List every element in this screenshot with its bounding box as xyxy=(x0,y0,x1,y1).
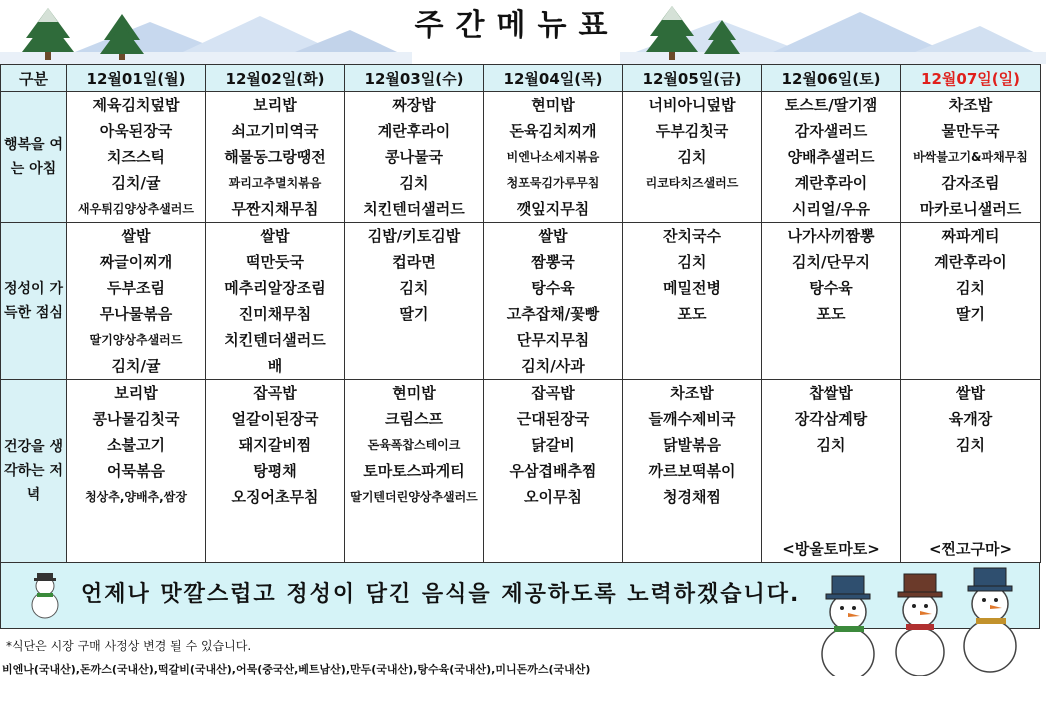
menu-item: 김치 xyxy=(677,148,707,166)
menu-item: 쌀밥 xyxy=(956,384,985,402)
menu-item xyxy=(901,484,1040,510)
menu-item: 육개장 xyxy=(948,410,993,428)
menu-item: 돈육폭찹스테이크 xyxy=(367,438,461,452)
menu-item xyxy=(901,510,1040,536)
menu-item: 토스트/딸기잼 xyxy=(784,96,878,114)
menu-item: 계란후라이 xyxy=(377,122,451,140)
menu-item: 단무지무침 xyxy=(516,331,590,349)
menu-item: 차조밥 xyxy=(670,384,714,402)
menu-item: 딸기텐더린양상추샐러드 xyxy=(350,490,478,504)
menu-item: 짜글이찌개 xyxy=(99,253,173,271)
day-header: 12월03일(수) xyxy=(345,65,484,92)
menu-item xyxy=(484,510,622,536)
menu-item: 바싹불고기&파채무침 xyxy=(913,150,1028,164)
menu-item: 돈육김치찌개 xyxy=(509,122,597,140)
menu-item: 물만두국 xyxy=(941,122,1000,140)
menu-item: 잡곡밥 xyxy=(253,384,297,402)
menu-item: 포도 xyxy=(677,305,707,323)
menu-item: 해물동그랑땡전 xyxy=(224,148,326,166)
menu-item: 감자조림 xyxy=(941,174,1000,192)
menu-item: 계란후라이 xyxy=(934,253,1007,271)
day-menu-cell xyxy=(762,380,901,563)
day-menu-cell xyxy=(206,223,345,380)
menu-item xyxy=(623,196,761,222)
header-row xyxy=(1,65,1041,92)
menu-item: 청상추,양배추,쌈장 xyxy=(85,490,187,504)
origin-text: 비엔나(국내산),돈까스(국내산),떡갈비(국내산),어묵(중국산,베트남산),만두(국내산),탕수육(국내산),미니돈까스(국내산) xyxy=(2,663,591,676)
menu-item: 진미채무침 xyxy=(238,305,312,323)
menu-item xyxy=(345,353,483,379)
menu-item: 어묵볶음 xyxy=(107,462,165,480)
menu-item: 계란후라이 xyxy=(794,174,868,192)
menu-item xyxy=(67,536,205,562)
menu-item: 콩나물국 xyxy=(385,148,443,166)
meal-row xyxy=(1,223,1041,380)
menu-item: <방울토마토> xyxy=(782,540,880,558)
menu-item: 포도 xyxy=(816,305,846,323)
menu-item: 김치/단무지 xyxy=(792,253,870,271)
menu-item: 떡만둣국 xyxy=(246,253,304,271)
day-header: 12월05일(금) xyxy=(623,65,762,92)
menu-item: 시리얼/우유 xyxy=(792,200,870,218)
menu-item: 콩나물김칫국 xyxy=(92,410,180,428)
notice-text: *식단은 시장 구매 사정상 변경 될 수 있습니다. xyxy=(6,639,252,653)
menu-item: 감자샐러드 xyxy=(794,122,868,140)
meal-label: 행복을 여는 아침 xyxy=(1,92,67,223)
menu-item xyxy=(762,510,900,536)
menu-item: 닭갈비 xyxy=(531,436,575,454)
menu-item: 김치/사과 xyxy=(521,357,585,375)
menu-item: 잡곡밥 xyxy=(531,384,575,402)
day-menu-cell xyxy=(67,223,206,380)
slogan-text: 언제나 맛깔스럽고 정성이 담긴 음식을 제공하도록 노력하겠습니다. xyxy=(81,582,801,607)
menu-item xyxy=(762,458,900,484)
menu-item: 현미밥 xyxy=(531,96,575,114)
menu-item xyxy=(206,510,344,536)
snowman-icon xyxy=(25,571,65,621)
menu-item: 오이무침 xyxy=(524,488,582,506)
menu-item xyxy=(762,327,900,353)
menu-item: 잔치국수 xyxy=(663,227,721,245)
meal-row xyxy=(1,380,1041,563)
menu-item: 두부조림 xyxy=(107,279,165,297)
day-header: 12월04일(목) xyxy=(484,65,623,92)
menu-item: 차조밥 xyxy=(948,96,993,114)
menu-item: 김치 xyxy=(399,279,429,297)
page-title: 주간메뉴표 xyxy=(414,8,620,43)
menu-item xyxy=(345,327,483,353)
menu-item xyxy=(623,536,761,562)
meal-label: 건강을 생각하는 저녁 xyxy=(1,380,67,563)
day-menu-cell xyxy=(206,380,345,563)
menu-item: 쌀밥 xyxy=(260,227,290,245)
menu-item: 얼갈이된장국 xyxy=(231,410,319,428)
menu-item: 짜장밥 xyxy=(392,96,436,114)
menu-item xyxy=(623,510,761,536)
day-menu-cell xyxy=(484,380,623,563)
meal-row xyxy=(1,92,1041,223)
menu-item xyxy=(901,458,1040,484)
menu-item: 너비아니덮밥 xyxy=(648,96,736,114)
menu-item xyxy=(206,536,344,562)
menu-item: 장각삼계탕 xyxy=(794,410,868,428)
menu-item: 짜파게티 xyxy=(941,227,1000,245)
day-menu-cell xyxy=(762,92,901,223)
menu-item xyxy=(901,327,1040,353)
day-menu-cell xyxy=(67,92,206,223)
menu-item: 오징어초무침 xyxy=(231,488,319,506)
menu-item: 제육김치덮밥 xyxy=(92,96,180,114)
menu-item: 양배추샐러드 xyxy=(787,148,875,166)
menu-item: 근대된장국 xyxy=(516,410,590,428)
menu-item: 돼지갈비찜 xyxy=(238,436,312,454)
menu-item: 치즈스틱 xyxy=(107,148,165,166)
day-header: 12월02일(화) xyxy=(206,65,345,92)
menu-item: 김밥/키토김밥 xyxy=(367,227,461,245)
menu-item: 찹쌀밥 xyxy=(809,384,853,402)
day-menu-cell xyxy=(901,92,1041,223)
menu-item: 컵라면 xyxy=(392,253,436,271)
menu-item: 쌀밥 xyxy=(538,227,568,245)
menu-item: 김치 xyxy=(677,253,707,271)
menu-item: 딸기양상추샐러드 xyxy=(89,333,183,347)
day-menu-cell xyxy=(623,223,762,380)
menu-item: 김치/귤 xyxy=(111,174,161,192)
menu-item: 딸기 xyxy=(399,305,429,323)
menu-item: 아욱된장국 xyxy=(99,122,173,140)
menu-item: 까르보떡볶이 xyxy=(648,462,736,480)
day-header-sunday: 12월07일(일) xyxy=(901,65,1041,92)
menu-item: 리코타치즈샐러드 xyxy=(645,176,739,190)
snowmen-icon xyxy=(810,566,1040,676)
menu-item: 치킨텐더샐러드 xyxy=(363,200,465,218)
menu-item xyxy=(623,353,761,379)
day-menu-cell xyxy=(345,92,484,223)
meal-label: 정성이 가득한 점심 xyxy=(1,223,67,380)
menu-item: <찐고구마> xyxy=(928,540,1013,558)
day-menu-cell xyxy=(484,92,623,223)
menu-item: 청경채찜 xyxy=(663,488,721,506)
day-menu-cell xyxy=(484,223,623,380)
menu-item xyxy=(762,353,900,379)
menu-item: 김치 xyxy=(956,436,985,454)
menu-item: 김치 xyxy=(816,436,846,454)
menu-item: 현미밥 xyxy=(392,384,436,402)
menu-item: 짬뽕국 xyxy=(531,253,575,271)
menu-item xyxy=(901,353,1040,379)
menu-item: 비엔나소세지볶음 xyxy=(506,150,600,164)
menu-item: 소불고기 xyxy=(107,436,165,454)
menu-item: 고추잡채/꽃빵 xyxy=(506,305,600,323)
menu-item: 김치 xyxy=(399,174,429,192)
day-header: 12월06일(토) xyxy=(762,65,901,92)
menu-item xyxy=(762,484,900,510)
menu-item xyxy=(67,510,205,536)
menu-item: 김치 xyxy=(956,279,985,297)
day-menu-cell xyxy=(901,223,1041,380)
day-menu-cell xyxy=(901,380,1041,563)
menu-item: 무짠지채무침 xyxy=(231,200,319,218)
menu-item: 청포묵김가루무침 xyxy=(506,176,600,190)
day-menu-cell xyxy=(206,92,345,223)
day-header: 12월01일(월) xyxy=(67,65,206,92)
menu-item: 나가사끼짬뽕 xyxy=(787,227,875,245)
header-banner xyxy=(0,0,1046,64)
menu-item: 배 xyxy=(267,357,283,375)
day-menu-cell xyxy=(623,380,762,563)
menu-item xyxy=(623,327,761,353)
day-menu-cell xyxy=(345,380,484,563)
menu-item: 토마토스파게티 xyxy=(363,462,465,480)
menu-item: 깻잎지무침 xyxy=(516,200,590,218)
day-menu-cell xyxy=(623,92,762,223)
menu-item: 새우튀김양상추샐러드 xyxy=(78,202,194,216)
menu-item xyxy=(345,536,483,562)
menu-item: 메밀전병 xyxy=(663,279,721,297)
menu-item xyxy=(484,536,622,562)
menu-item: 꽈리고추멸치볶음 xyxy=(228,176,322,190)
menu-item: 보리밥 xyxy=(114,384,158,402)
menu-item: 딸기 xyxy=(956,305,985,323)
menu-item: 탕수육 xyxy=(531,279,575,297)
menu-item: 쌀밥 xyxy=(121,227,151,245)
menu-item: 치킨텐더샐러드 xyxy=(224,331,326,349)
menu-item: 닭발볶음 xyxy=(663,436,721,454)
menu-item: 쇠고기미역국 xyxy=(231,122,319,140)
menu-item: 무나물볶음 xyxy=(99,305,173,323)
day-menu-cell xyxy=(345,223,484,380)
menu-item xyxy=(345,510,483,536)
menu-item: 보리밥 xyxy=(253,96,297,114)
weekly-menu-table xyxy=(0,64,1041,563)
menu-item: 크림스프 xyxy=(385,410,443,428)
menu-item: 들깨수제비국 xyxy=(648,410,736,428)
menu-item: 우삼겹배추찜 xyxy=(509,462,597,480)
menu-item: 김치/귤 xyxy=(111,357,161,375)
menu-item: 두부김칫국 xyxy=(655,122,729,140)
menu-item: 탕평채 xyxy=(253,462,297,480)
gubun-header: 구분 xyxy=(1,65,67,92)
menu-item: 메추리알장조림 xyxy=(224,279,326,297)
menu-item: 탕수육 xyxy=(809,279,853,297)
menu-item: 마카로니샐러드 xyxy=(919,200,1022,218)
day-menu-cell xyxy=(762,223,901,380)
day-menu-cell xyxy=(67,380,206,563)
